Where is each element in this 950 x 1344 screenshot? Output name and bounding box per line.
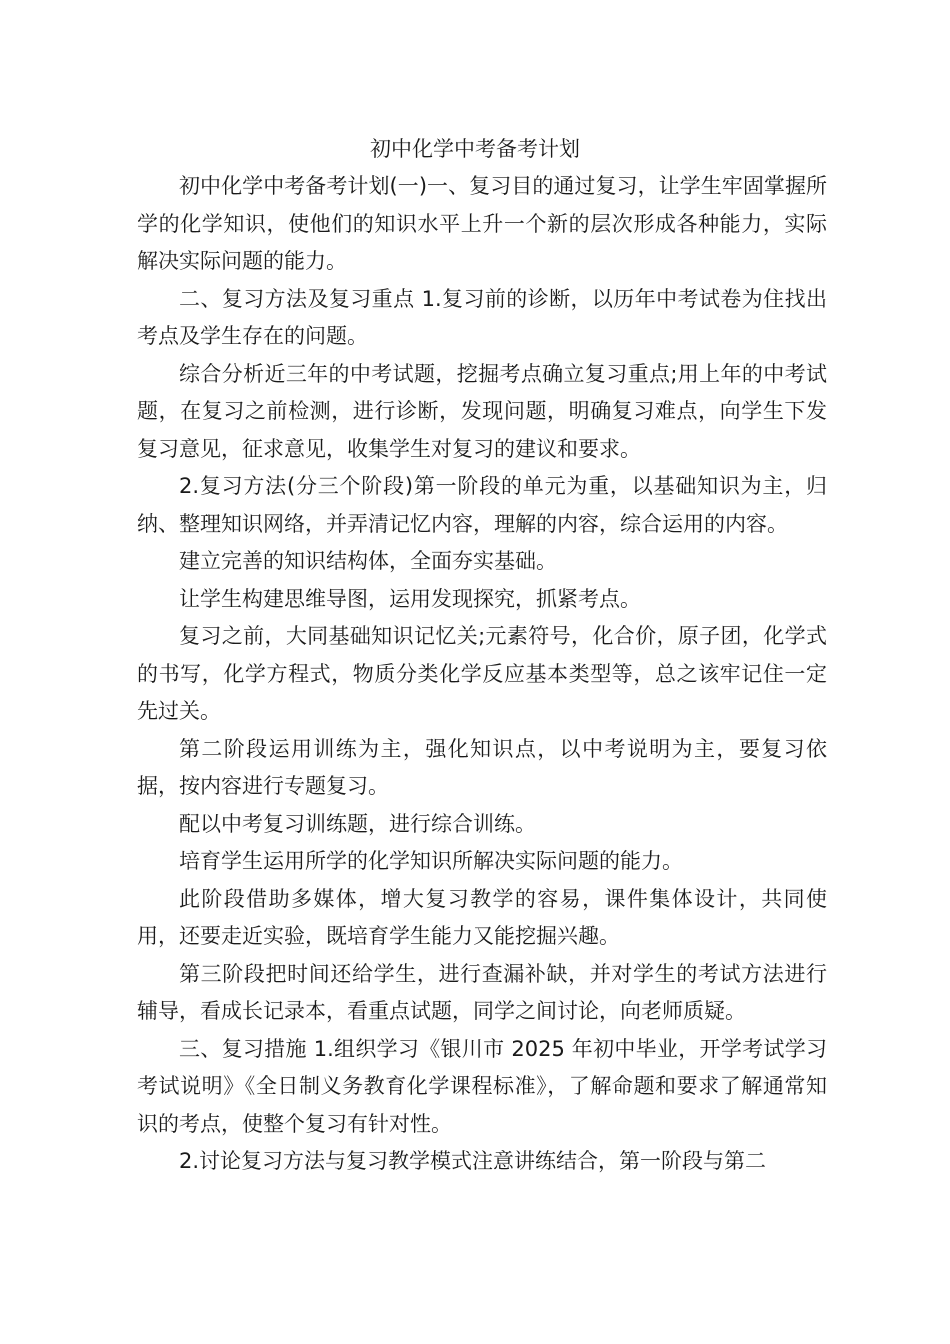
paragraph: 二、复习方法及复习重点 1.复习前的诊断，以历年中考试卷为住找出考点及学生存在的问题。 — [137, 286, 827, 348]
paragraph: 三、复习措施 1.组织学习《银川市 2025 年初中毕业，开学考试学习考试说明》《全日制义务教育化学课程标准》，了解命题和要求了解通常知识的考点，使整个复习有针对性。 — [137, 1036, 827, 1136]
paragraph: 建立完善的知识结构体，全面夯实基础。 — [179, 549, 557, 573]
paragraph: 2.讨论复习方法与复习教学模式注意讲练结合，第一阶段与第二 — [179, 1149, 767, 1173]
paragraph: 让学生构建思维导图，运用发现探究，抓紧考点。 — [179, 586, 641, 611]
paragraph: 此阶段借助多媒体，增大复习教学的容易，课件集体设计，共同使用，还要走近实验，既培育学生能力又能挖掘兴趣。 — [137, 886, 827, 948]
paragraph: 复习之前，大同基础知识记忆关;元素符号，化合价，原子团，化学式的书写，化学方程式，物质分类化学反应基本类型等，总之该牢记住一定先过关。 — [137, 624, 827, 723]
paragraph: 第二阶段运用训练为主，强化知识点，以中考说明为主，要复习依据，按内容进行专题复习。 — [137, 736, 827, 798]
paragraph: 综合分析近三年的中考试题，挖掘考点确立复习重点;用上年的中考试题，在复习之前检测，进行诊断，发现问题，明确复习难点，向学生下发复习意见，征求意见，收集学生对复习的建议和要求。 — [137, 361, 827, 461]
paragraph: 培育学生运用所学的化学知识所解决实际问题的能力。 — [179, 849, 683, 873]
paragraph: 2.复习方法(分三个阶段)第一阶段的单元为重，以基础知识为主，归纳、整理知识网络，并弄清记忆内容，理解的内容，综合运用的内容。 — [137, 474, 827, 536]
paragraph: 配以中考复习训练题，进行综合训练。 — [179, 811, 536, 836]
paragraph: 初中化学中考备考计划(一)一、复习目的通过复习，让学生牢固掌握所学的化学知识，使他们的知识水平上升一个新的层次形成各种能力，实际解决实际问题的能力。 — [137, 174, 827, 273]
document-title: 初中化学中考备考计划 — [370, 137, 580, 161]
paragraph: 第三阶段把时间还给学生，进行查漏补缺，并对学生的考试方法进行辅导，看成长记录本，看重点试题，同学之间讨论，向老师质疑。 — [137, 961, 827, 1023]
document-body — [137, 168, 827, 1181]
